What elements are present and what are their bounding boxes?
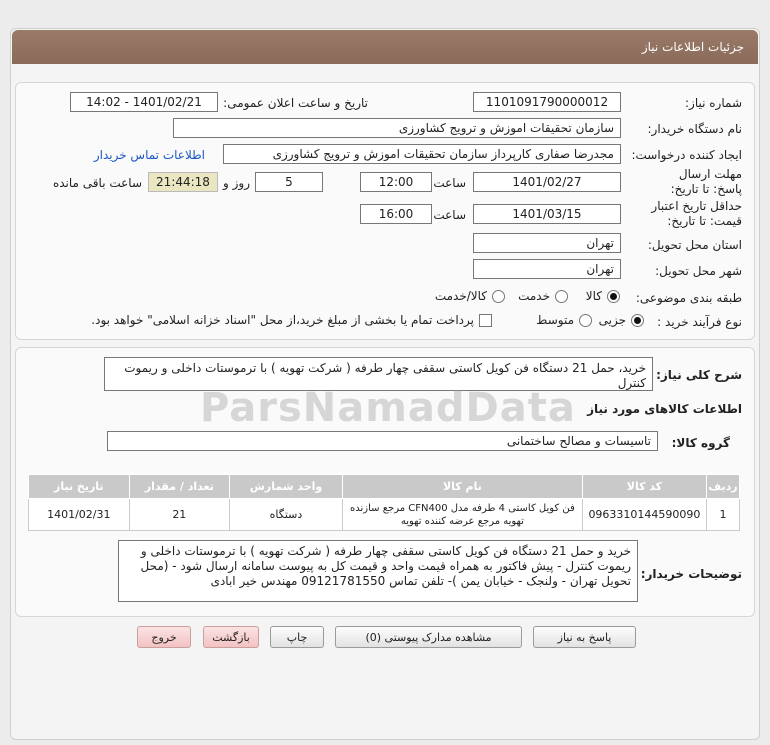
treasury-payment-option[interactable]: پرداخت تمام یا بخشی از مبلغ خرید،از محل "اسناد خزانه اسلامی" خواهد بود. — [91, 313, 492, 327]
buyer-contact-link[interactable]: اطلاعات تماس خریدار — [93, 148, 205, 162]
buyer-notes-label: توضیحات خریدار: — [640, 567, 742, 581]
category-option-goods-service[interactable]: کالا/خدمت — [435, 289, 505, 303]
radio-icon[interactable] — [555, 290, 568, 303]
days-label: روز و — [223, 176, 250, 190]
col-unit: واحد شمارش — [230, 475, 343, 499]
col-name: نام کالا — [342, 475, 582, 499]
validity-date-field: 1401/03/15 — [473, 204, 621, 224]
delivery-province-label: استان محل تحویل: — [647, 238, 742, 252]
row-code: 0963310144590090 — [582, 499, 706, 531]
delivery-city-label: شهر محل تحویل: — [655, 264, 742, 278]
category-label: طبقه بندی موضوعی: — [635, 291, 742, 305]
buyer-org-field: سازمان تحقیقات اموزش و ترویج کشاورزی — [173, 118, 621, 138]
delivery-city-field: تهران — [473, 259, 621, 279]
goods-section-title: اطلاعات کالاهای مورد نیاز — [587, 402, 742, 416]
back-button[interactable]: بازگشت — [203, 626, 259, 648]
row-date: 1401/02/31 — [29, 499, 130, 531]
validity-time-field: 16:00 — [360, 204, 432, 224]
creator-label: ایجاد کننده درخواست: — [631, 148, 742, 162]
days-field: 5 — [255, 172, 323, 192]
checkbox-icon[interactable] — [479, 314, 492, 327]
category-option-goods[interactable]: کالا — [586, 289, 620, 303]
need-number-field: 1101091790000012 — [473, 92, 621, 112]
category-option-service[interactable]: خدمت — [518, 289, 568, 303]
need-number-label: شماره نیاز: — [685, 96, 742, 110]
remaining-label: ساعت باقی مانده — [52, 176, 142, 190]
process-option-medium[interactable]: متوسط — [536, 313, 592, 327]
radio-icon[interactable] — [492, 290, 505, 303]
table-row — [29, 499, 740, 531]
buyer-org-label: نام دستگاه خریدار: — [647, 122, 742, 136]
col-qty: تعداد / مقدار — [129, 475, 230, 499]
col-date: تاریخ نیاز — [29, 475, 130, 499]
delivery-province-field: تهران — [473, 233, 621, 253]
row-name: فن کویل کاستی 4 طرفه مدل CFN400 مرجع سازنده تهویه مرجع عرضه کننده تهویه — [342, 499, 582, 531]
page-title: جزئیات اطلاعات نیاز — [641, 40, 744, 54]
summary-label: شرح کلی نیاز: — [656, 368, 742, 382]
process-label: نوع فرآیند خرید : — [657, 315, 742, 329]
row-qty: 21 — [129, 499, 230, 531]
reply-deadline-label: مهلت ارسال پاسخ: تا تاریخ: — [670, 167, 742, 196]
radio-icon[interactable] — [579, 314, 592, 327]
summary-field: خرید، حمل 21 دستگاه فن کویل کاستی سقفی چهار طرفه ( شرکت تهویه ) با ترموستات داخلی و ریموت کنترل — [104, 357, 653, 391]
reply-time-field: 12:00 — [360, 172, 432, 192]
page-titlebar — [12, 30, 758, 64]
radio-selected-icon[interactable] — [631, 314, 644, 327]
goods-group-field: تاسیسات و مصالح ساختمانی — [107, 431, 658, 451]
reply-time-label: ساعت — [433, 176, 466, 190]
announce-field: 1401/02/21 - 14:02 — [70, 92, 218, 112]
remaining-timer: 21:44:18 — [148, 172, 218, 192]
col-row: ردیف — [706, 475, 739, 499]
reply-button[interactable]: پاسخ به نیاز — [533, 626, 636, 648]
buyer-notes-field: خرید و حمل 21 دستگاه فن کویل کاستی سقفی چهار طرفه ( شرکت تهویه ) با ترموستات داخلی و ریموت کنترل - پیش فاکتور به همراه قیمت واحد و قیمت کل به پیوست سامانه ارسال شود - (محل تحویل تهران - ولنجک - خیابان یمن )- تلفن تماس 09121781550 مهندس خیر ابادی — [118, 540, 638, 602]
col-code: کد کالا — [582, 475, 706, 499]
announce-label: تاریخ و ساعت اعلان عمومی: — [223, 96, 368, 110]
goods-group-label: گروه کالا: — [671, 436, 730, 450]
row-unit: دستگاه — [230, 499, 343, 531]
goods-table-header — [29, 475, 740, 499]
creator-field: مجدرضا صفاری کارپرداز سازمان تحقیقات اموزش و ترویج کشاورزی — [223, 144, 621, 164]
row-index: 1 — [706, 499, 739, 531]
exit-button[interactable]: خروج — [137, 626, 191, 648]
process-option-minor[interactable]: جزیی — [599, 313, 644, 327]
validity-time-label: ساعت — [433, 208, 466, 222]
attachments-button[interactable]: مشاهده مدارک پیوستی (0) — [335, 626, 522, 648]
validity-label: حداقل تاریخ اعتبار قیمت: تا تاریخ: — [651, 199, 742, 228]
watermark: ParsNamadData — [200, 385, 576, 431]
print-button[interactable]: چاپ — [270, 626, 324, 648]
radio-selected-icon[interactable] — [607, 290, 620, 303]
goods-table — [28, 474, 740, 531]
reply-date-field: 1401/02/27 — [473, 172, 621, 192]
